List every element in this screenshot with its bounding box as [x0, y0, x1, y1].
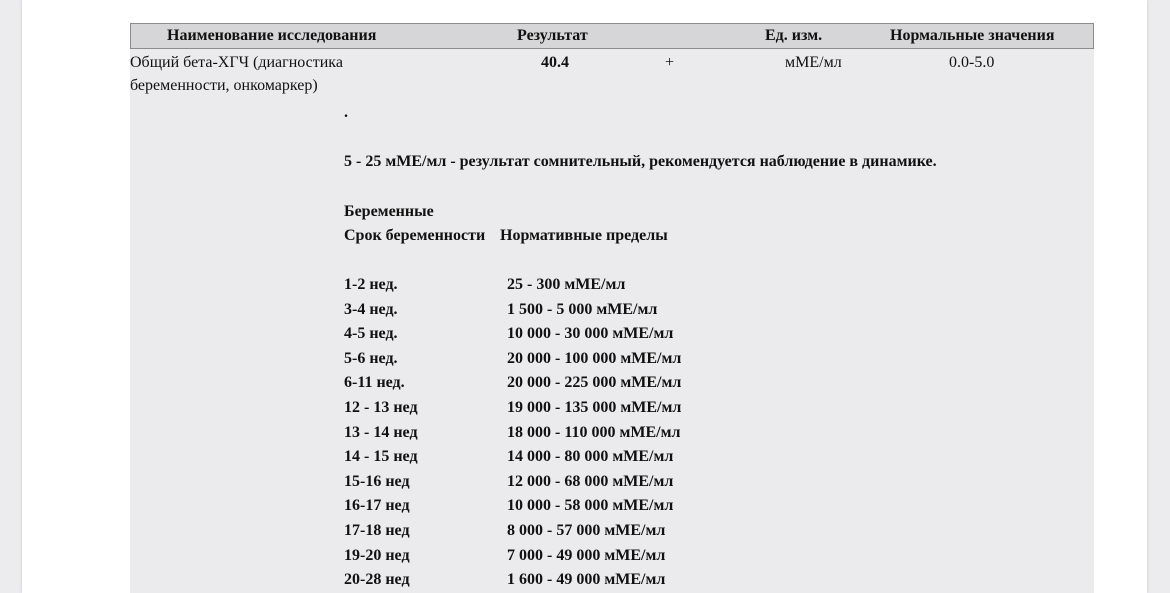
norm-range: 1 600 - 49 000 мМЕ/мл [507, 571, 666, 589]
table-header [130, 23, 1094, 49]
norm-range: 20 000 - 225 000 мМЕ/мл [507, 374, 682, 392]
pregnant-title: Беременные [344, 203, 434, 220]
header-test-name: Наименование исследования [167, 27, 377, 44]
norm-term: 1-2 нед. [344, 276, 398, 293]
norm-range: 12 000 - 68 000 мМЕ/мл [507, 472, 674, 490]
norm-term: 20-28 нед [344, 571, 410, 589]
norm-term: 14 - 15 нед [344, 448, 418, 466]
norm-range: 14 000 - 80 000 мМЕ/мл [507, 448, 674, 466]
norm-range: 19 000 - 135 000 мМЕ/мл [507, 399, 682, 416]
results-table [130, 23, 1094, 593]
doubtful-note: 5 - 25 мМЕ/мл - результат сомнительный, рекомендуется наблюдение в динамике. [344, 153, 937, 170]
norm-range: 7 000 - 49 000 мМЕ/мл [507, 546, 666, 564]
norm-term: 17-18 нед [344, 522, 410, 539]
header-result: Результат [517, 27, 588, 44]
result-flag: + [665, 54, 675, 71]
norm-term: 19-20 нед [344, 546, 410, 564]
norm-range: 10 000 - 58 000 мМЕ/мл [507, 497, 674, 515]
result-value: 40.4 [541, 54, 569, 71]
norm-term: 6-11 нед. [344, 374, 405, 392]
norm-term: 12 - 13 нед [344, 399, 418, 416]
norm-range: 20 000 - 100 000 мМЕ/мл [507, 349, 682, 367]
norm-range: 1 500 - 5 000 мМЕ/мл [507, 300, 658, 318]
test-name-line1: Общий бета-ХГЧ (диагностика [130, 54, 343, 71]
norm-term: 15-16 нед [344, 472, 410, 490]
header-norm: Нормальные значения [890, 27, 1055, 44]
norm-range: 25 - 300 мМЕ/мл [507, 276, 626, 293]
result-norm: 0.0-5.0 [949, 54, 995, 71]
test-name-line2: беременности, онкомаркер) [130, 77, 318, 94]
norm-term: 16-17 нед [344, 497, 410, 515]
norm-term: 13 - 14 нед [344, 423, 418, 441]
col-term: Срок беременности [344, 227, 486, 244]
norm-range: 18 000 - 110 000 мМЕ/мл [507, 423, 681, 441]
col-limits: Нормативные пределы [500, 227, 668, 244]
norm-term: 4-5 нед. [344, 325, 398, 343]
norm-term: 3-4 нед. [344, 300, 398, 318]
norm-range: 10 000 - 30 000 мМЕ/мл [507, 325, 674, 343]
norm-term: 5-6 нед. [344, 349, 398, 367]
header-unit: Ед. изм. [765, 27, 823, 44]
result-unit: мМЕ/мл [785, 54, 842, 71]
dot: . [344, 104, 348, 121]
norm-range: 8 000 - 57 000 мМЕ/мл [507, 522, 666, 539]
